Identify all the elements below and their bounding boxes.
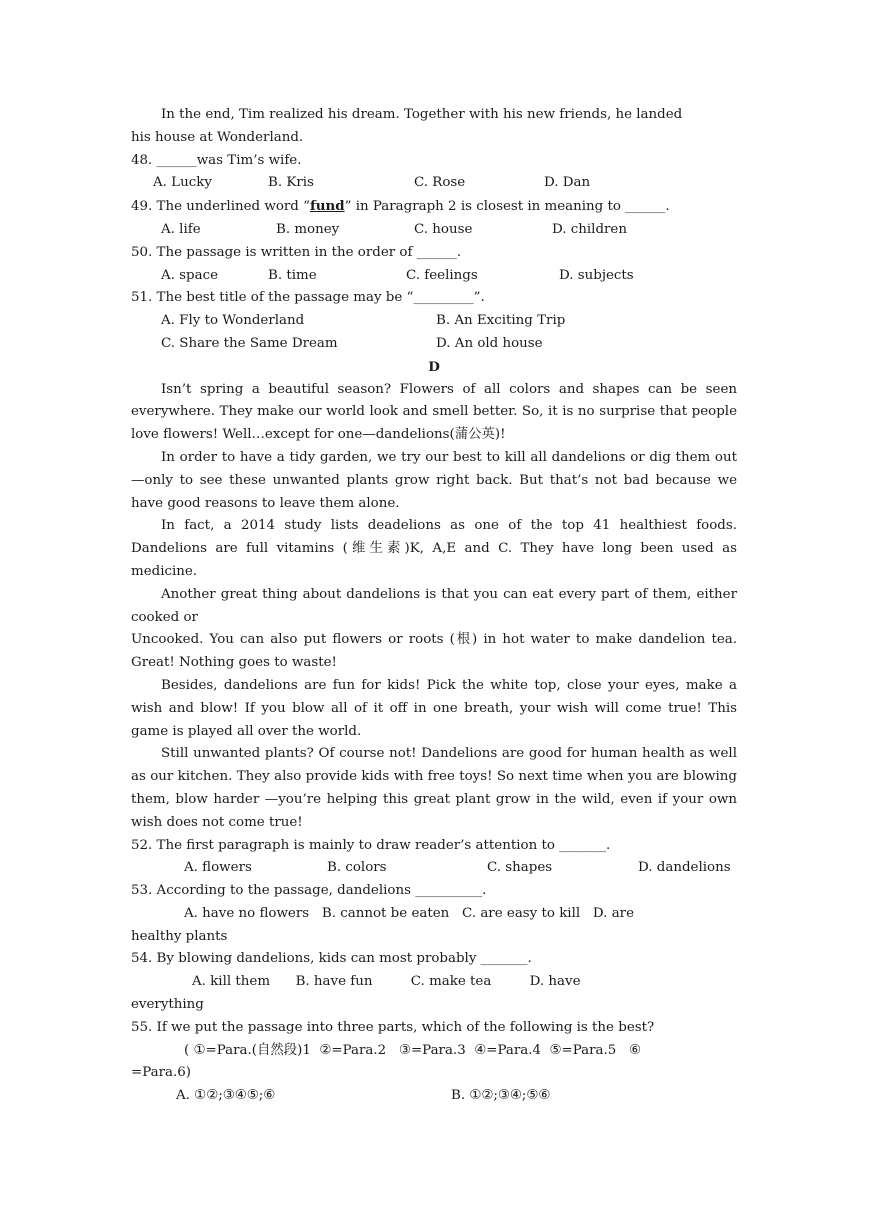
passage-c-ending [131,104,737,150]
option-b: B. ①②;③④;⑤⑥ [451,1088,551,1104]
question-54-options: A. kill them B. have fun C. make tea D. have [192,974,581,990]
question-54-stem: 54. By blowing dandelions, kids can most probably _______. [131,951,532,967]
question-51-options-row1 [131,310,737,333]
question-49-options [131,219,737,242]
option-c: C. Share the Same Dream [161,335,338,351]
option-c: C. shapes [487,860,553,876]
question-55-stem: 55. If we put the passage into three parts, which of the following is the best? [131,1019,655,1035]
option-c: C. Rose [414,175,466,191]
option-a: A. flowers [184,860,252,876]
question-55-options [131,1085,737,1108]
option-d: D. An old house [436,335,543,351]
question-55-key-wrap: =Para.6) [131,1065,191,1081]
option-c: C. house [414,221,473,237]
question-55-key: ( ①=Para.(自然段)1 ②=Para.2 ③=Para.3 ④=Para.4 ⑤=Para.5 ⑥ [184,1042,642,1058]
option-d: D. children [552,221,627,237]
option-c: C. feelings [406,267,478,283]
question-49-stem-start: 49. The underlined word “ [131,199,310,215]
passage-d-para4-part1: Another great thing about dandelions is that you can eat every part of them, either cooked or [131,586,737,625]
passage-d-para5: Besides, dandelions are fun for kids! Pick the white top, close your eyes, make a wish and blow! If you blow all of it off in one breath, your wish will come true! This game is played all over the world. [131,677,737,739]
question-53-options-wrap: healthy plants [131,928,228,944]
option-a: A. ①②;③④⑤;⑥ [176,1088,276,1104]
exam-page [131,104,737,1108]
question-50-stem: 50. The passage is written in the order of ______. [131,244,462,260]
question-49-stem [131,195,737,219]
question-50-options [131,265,737,288]
option-a: A. Fly to Wonderland [161,313,305,329]
option-d: D. Dan [544,175,591,191]
option-d: D. subjects [559,267,634,283]
question-52-options [131,857,737,880]
question-53-options: A. have no flowers B. cannot be eaten C. are easy to kill D. are [184,905,635,921]
option-b: B. Kris [268,175,314,191]
passage-d-para4-part2: Uncooked. You can also put flowers or roots (根) in hot water to make dandelion tea. Great! Nothing goes to waste! [131,632,737,671]
question-52-stem: 52. The first paragraph is mainly to draw reader’s attention to _______. [131,837,611,853]
option-a: A. life [161,221,201,237]
option-d: D. dandelions [638,860,731,876]
question-48-options [131,172,737,195]
question-49-stem-end: ” in Paragraph 2 is closest in meaning to ______. [344,199,670,215]
option-b: B. An Exciting Trip [436,313,566,329]
underlined-word: fund [309,198,345,215]
passage-d-para6: Still unwanted plants? Of course not! Dandelions are good for human health as well as our kitchen. They also provide kids with free toys! So next time when you are blowing them, blow harder —you’re helping this great plant grow in the wild, even if your own wish does not come true! [131,746,737,830]
option-b: B. time [268,267,317,283]
question-51-stem: 51. The best title of the passage may be “_________”. [131,290,485,306]
question-51-options-row2 [131,333,737,356]
passage-d-para3: In fact, a 2014 study lists deadelions as one of the top 41 healthiest foods. Dandelions are full vitamins (维生素)K, A,E and C. They have long been used as medicine. [131,518,737,579]
option-b: B. colors [327,860,387,876]
option-b: B. money [276,221,340,237]
passage-d-para1: Isn’t spring a beautiful season? Flowers of all colors and shapes can be seen everywhere. They make our world look and smell better. So, it is no surprise that people love flowers! Well…except for one—dandelions(蒲公英)! [131,381,737,443]
passage-c-line1: In the end, Tim realized his dream. Together with his new friends, he landed [161,107,683,122]
passage-c-line2: his house at Wonderland. [131,129,304,145]
question-54-options-wrap: everything [131,997,204,1013]
option-a: A. space [161,267,219,283]
question-53-stem: 53. According to the passage, dandelions __________. [131,883,487,899]
section-d-heading: D [428,358,440,375]
passage-d-para2: In order to have a tidy garden, we try our best to kill all dandelions or dig them out—only to see these unwanted plants grow right back. But that’s not bad because we have good reasons to leave them alone. [131,449,737,511]
option-a: A. Lucky [153,175,212,191]
question-48-stem: 48. ______was Tim’s wife. [131,152,302,168]
